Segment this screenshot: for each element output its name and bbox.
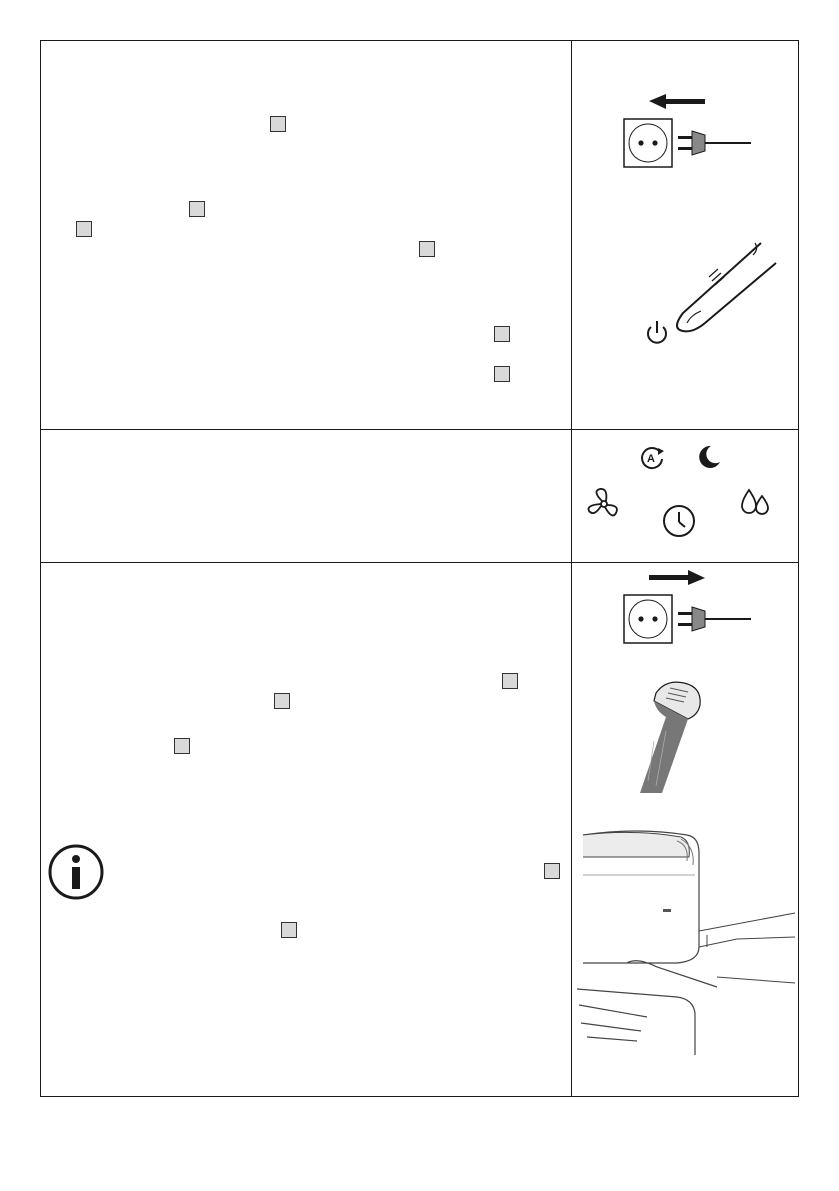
manual-page-frame	[40, 40, 799, 1097]
timer-icon	[661, 503, 697, 539]
reference-box	[76, 221, 92, 237]
socket-plug-out-icon	[591, 567, 781, 647]
column-divider	[571, 41, 572, 1096]
reference-box	[544, 863, 560, 879]
reference-box	[494, 326, 510, 342]
reference-box	[174, 738, 190, 754]
reference-box	[419, 241, 435, 257]
info-icon	[47, 843, 105, 901]
socket-plug-in-icon	[591, 91, 781, 171]
svg-text:A: A	[647, 453, 655, 465]
water-pouring-icon	[626, 671, 726, 796]
fan-icon	[586, 487, 622, 521]
section-divider-1	[41, 429, 798, 430]
reference-box	[281, 922, 297, 938]
night-mode-icon	[696, 444, 722, 470]
reference-box	[189, 201, 205, 217]
section-divider-2	[41, 562, 798, 563]
lift-device-icon	[577, 827, 799, 1057]
reference-box	[274, 693, 290, 709]
reference-box	[270, 116, 286, 132]
auto-mode-icon	[638, 443, 666, 471]
humidity-icon	[738, 487, 772, 517]
reference-box	[494, 366, 510, 382]
power-button-press-icon	[621, 241, 781, 356]
reference-box	[502, 673, 518, 689]
